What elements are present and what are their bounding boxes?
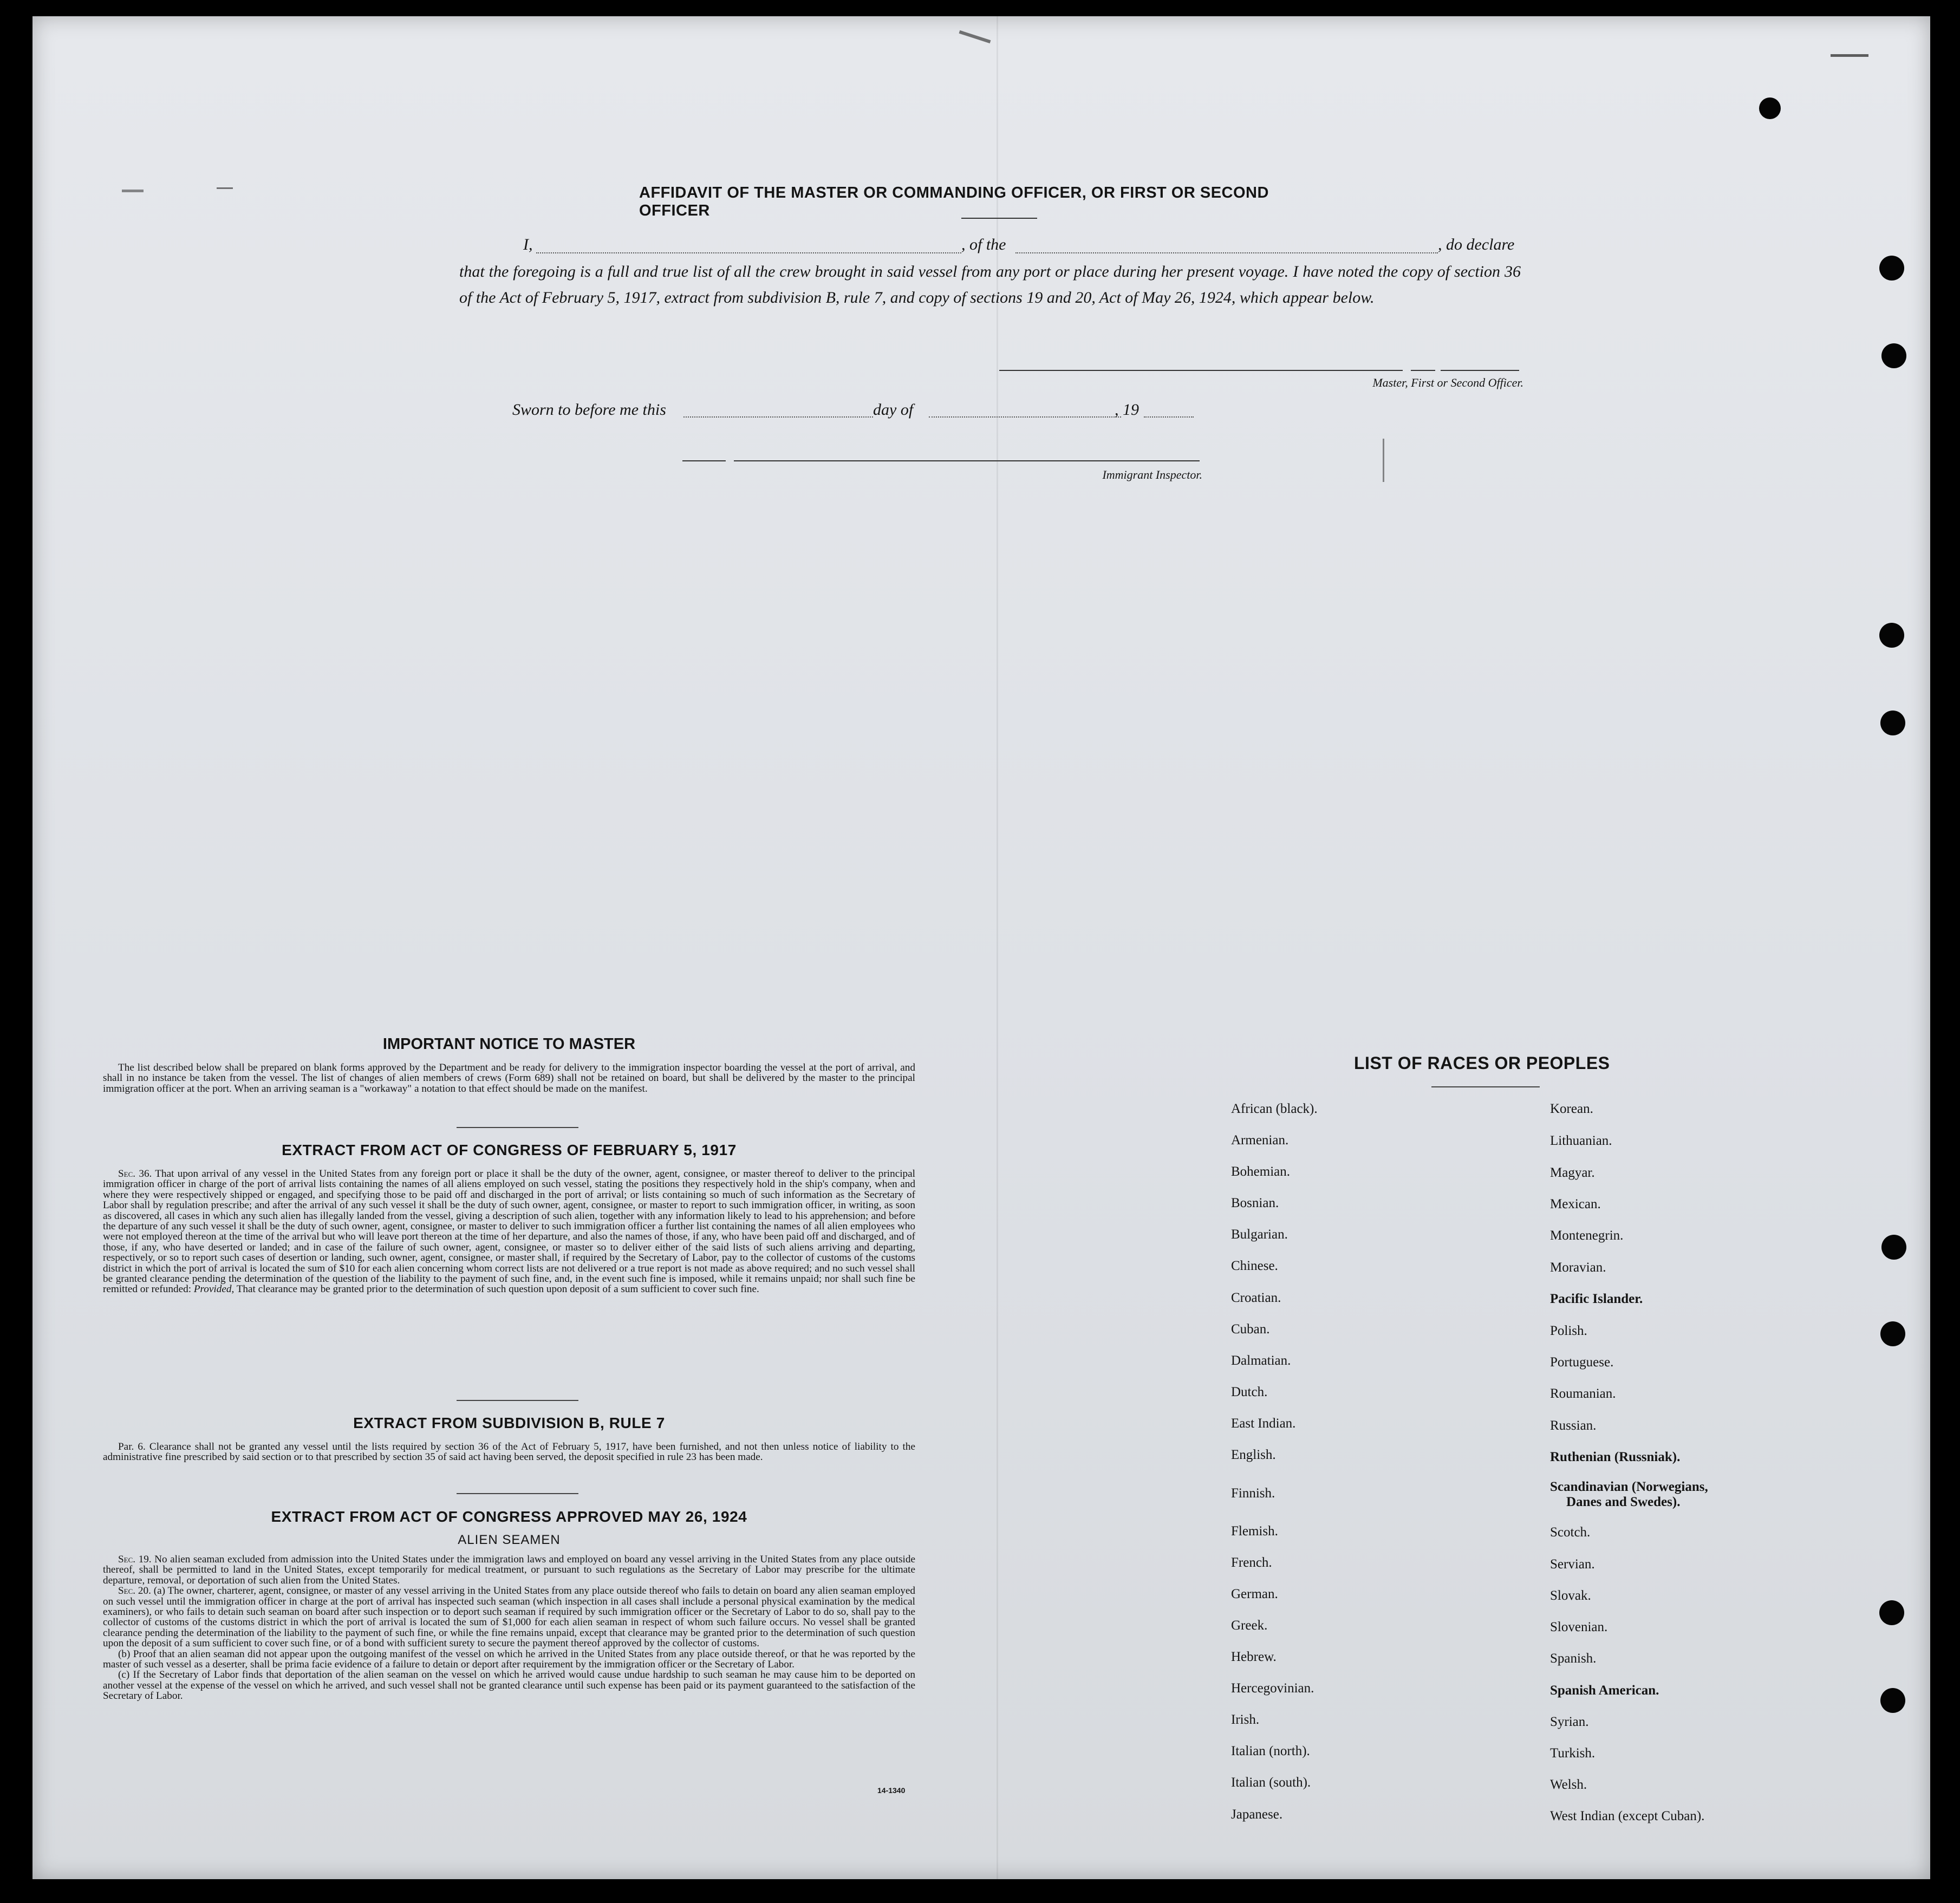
race-item: Greek.	[1231, 1618, 1268, 1633]
notice-paragraph: The list described below shall be prepared on blank forms approved by the Department and be ready for delivery to the immigration inspector boarding the vessel at the port of arrival, and shall in no instance be taken from the vessel. The list of changes of alien members of crews (Form 689) shall not be retained on board, but shall be delivered by the master to the principal immigration officer at the port. When an arriving seaman is a "workaway" a notation to that effect should be made on the manifest.	[103, 1062, 915, 1094]
master-signature-line-end	[1441, 370, 1519, 371]
sec-19-label: Sec. 19.	[118, 1554, 152, 1565]
race-item: Irish.	[1231, 1712, 1260, 1727]
title-underline	[961, 218, 1037, 219]
race-item: Syrian.	[1550, 1715, 1589, 1729]
race-item: Russian.	[1550, 1418, 1597, 1433]
race-item: French.	[1231, 1555, 1272, 1570]
race-item: Armenian.	[1231, 1133, 1289, 1148]
extract-rule7-text	[103, 1442, 915, 1463]
races-title-underline	[1431, 1086, 1540, 1087]
race-item: English.	[1231, 1448, 1276, 1462]
race-item: Roumanian.	[1550, 1386, 1616, 1401]
race-item: East Indian.	[1231, 1416, 1296, 1431]
ink-smudge	[217, 187, 233, 189]
race-item: Flemish.	[1231, 1524, 1278, 1539]
extract-1924-text	[103, 1554, 915, 1702]
extract-1924-title: EXTRACT FROM ACT OF CONGRESS APPROVED MAY 26, 1924	[271, 1508, 747, 1525]
race-item: Spanish American.	[1550, 1683, 1659, 1698]
race-item: Montenegrin.	[1550, 1228, 1624, 1243]
binder-hole	[1759, 97, 1781, 119]
ink-smudge	[1831, 54, 1868, 57]
race-item: Welsh.	[1550, 1777, 1587, 1792]
sec-36-text: That upon arrival of any vessel in the United States from any foreign port or place it shall be the duty of the owner, agent, consignee, or master thereof to deliver to the principal immigration officer in charge of the port of arrival lists containing the names of all aliens employed on such vessel, stating the positions they respectively hold in the ship's company, when and where they were respectively shipped or engaged, and specifying those to be paid off and discharged in the port of arrival; or lists containing so much of such information as the Secretary of Labor shall by regulation prescribe; and after the arrival of any such vessel it shall be the duty of such owner, agent, consignee, or master to report to such immigration officer, in writing, as soon as discovered, all cases in which any such alien has illegally landed from the vessel, giving a description of such alien, together with any information likely to lead to his apprehension; and before the departure of any such vessel it shall be the duty of such owner, agent, consignee, or master to deliver to such immigration officer a further list containing the names of all alien employees who were not employed thereon at the time of the arrival but who will leave port thereon at the time of her departure, and also the names of those, if any, who have been paid off and discharged, and of those, if any, who have deserted or landed; and in case of the failure of such owner, agent, consignee, or master so to deliver either of the said lists of such aliens arriving and departing, respectively, or so to report such cases of desertion or landing, such owner, agent, consignee, or master shall, if required by the Secretary of Labor, pay to the collector of customs of the customs district in which the port of arrival is located the sum of $10 for each alien concerning whom correct lists are not delivered or a true report is not made as above required; and no such vessel shall be granted clearance pending the determination of the question of the liability to the payment of such fine, and, in the event such fine is imposed, while it remains unpaid; nor shall such fine be remitted or refunded:	[103, 1168, 915, 1295]
race-item: Danes and Swedes).	[1566, 1495, 1681, 1509]
race-item: Moravian.	[1550, 1260, 1606, 1275]
race-item: Polish.	[1550, 1324, 1587, 1338]
extract-rule7-title: EXTRACT FROM SUBDIVISION B, RULE 7	[353, 1415, 665, 1431]
ink-smudge	[122, 190, 144, 192]
rule7-paragraph: Par. 6. Clearance shall not be granted any vessel until the lists required by section 36 of the Act of February 5, 1917, have been furnished, and not then unless notice of liability to the administrative fine prescribed by said section or to that prescribed by section 35 of said act having been served, the deposit specified in rule 23 has been made.	[103, 1441, 915, 1463]
race-item: Slovenian.	[1550, 1620, 1608, 1634]
binder-hole	[1880, 711, 1905, 735]
race-item: Japanese.	[1231, 1807, 1283, 1822]
binder-hole	[1881, 343, 1906, 368]
binder-hole	[1880, 1321, 1905, 1346]
inspector-signature-line[interactable]	[734, 460, 1200, 461]
race-item: Bosnian.	[1231, 1196, 1279, 1210]
affidavit-i-label: I,	[523, 236, 533, 253]
sec-20b-text: (b) Proof that an alien seaman did not appear upon the outgoing manifest of the vessel on which he arrived in the United States from any place outside thereof, or that he was reported by the master of such vessel as a deserter, shall be prima facie evidence of a failure to detain or deport after requirement by the immigration officer or the Secretary of Labor.	[103, 1648, 915, 1671]
binder-hole	[1879, 623, 1904, 648]
master-signature-label: Master, First or Second Officer.	[1372, 376, 1523, 389]
race-item: Magyar.	[1550, 1165, 1595, 1180]
section-divider	[457, 1127, 578, 1128]
name-field[interactable]	[536, 252, 961, 253]
sworn-label: Sworn to before me this	[512, 401, 666, 419]
sec-19-text: No alien seaman excluded from admission into the United States under the immigration laws and employed on board any vessel arriving in the United States from any place outside thereof, shall be permitted to land in the United States, except temporarily for medical treatment, or pursuant to such regulations as the Secretary of Labor may prescribe for the ultimate departure, removal, or deportation of such alien from the United States.	[103, 1554, 915, 1586]
race-item: African (black).	[1231, 1102, 1318, 1116]
master-signature-line-dash	[1411, 370, 1435, 371]
of-the-label: , of the	[961, 236, 1006, 253]
alien-seamen-subtitle: ALIEN SEAMEN	[458, 1533, 561, 1547]
form-number: 14-1340	[877, 1786, 906, 1795]
race-item: Bulgarian.	[1231, 1227, 1288, 1242]
sec-20-label: Sec. 20.	[118, 1585, 151, 1597]
inspector-signature-line-dash	[682, 460, 726, 461]
race-item: German.	[1231, 1587, 1278, 1601]
race-item: Pacific Islander.	[1550, 1292, 1643, 1306]
race-item: Dutch.	[1231, 1385, 1268, 1399]
race-item: Scandinavian (Norwegians,	[1550, 1480, 1708, 1494]
notice-text	[103, 1063, 915, 1094]
binder-hole	[1879, 256, 1904, 281]
sworn-month-field[interactable]	[929, 416, 1121, 418]
section-divider	[457, 1493, 578, 1494]
race-item: Korean.	[1550, 1102, 1593, 1116]
year-prefix-label: , 19	[1115, 401, 1139, 419]
section-divider	[457, 1400, 578, 1401]
race-item: Turkish.	[1550, 1746, 1596, 1761]
extract-1917-text	[103, 1169, 915, 1295]
race-item: Italian (south).	[1231, 1775, 1311, 1790]
sworn-day-field[interactable]	[683, 416, 873, 418]
sworn-year-field[interactable]	[1144, 416, 1194, 418]
race-item: Bohemian.	[1231, 1164, 1291, 1179]
sec-20a-text: (a) The owner, charterer, agent, consignee, or master of any vessel arriving in the United States from any place outside thereof who fails to detain on board any alien seaman employed on such vessel until the immigration officer in charge at the port of arrival has inspected such seaman (which inspection in all cases shall include a personal physical examination by the medical examiners), or who fails to detain such seaman on board after such inspection or to deport such seaman if required by such immigration officer or the Secretary of Labor to do so, shall pay to the collector of customs of the customs district in which the port of arrival is located the sum of $1,000 for each alien seaman in respect of whom such failure occurs. No vessel shall be granted clearance pending the determination of the liability to the payment of such fine, or while the fine remains unpaid, except that clearance may be granted prior to the determination of such question upon the deposit of a sum sufficient to cover such fine, or of a bond with sufficient surety to secure the payment thereof approved by the collector of customs.	[103, 1585, 916, 1650]
provided-text: That clearance may be granted prior to the determination of such question upon deposit of a sum sufficient to cover such fine.	[236, 1283, 759, 1295]
race-item: Hercegovinian.	[1231, 1681, 1314, 1696]
ink-mark	[1383, 439, 1384, 482]
master-signature-line[interactable]	[999, 370, 1403, 371]
binder-hole	[1880, 1688, 1905, 1713]
races-title: LIST OF RACES OR PEOPLES	[1354, 1053, 1610, 1073]
race-item: Portuguese.	[1550, 1355, 1614, 1370]
race-item: Hebrew.	[1231, 1650, 1277, 1664]
binder-hole	[1881, 1235, 1906, 1260]
provided-label: Provided,	[193, 1283, 235, 1295]
sec-20c-text: (c) If the Secretary of Labor finds that deportation of the alien seaman on the vessel on which he arrived would cause undue hardship to such seaman he may cause him to be deported on another vessel at the expense of the vessel on which he arrived, and such vessel shall not be granted clearance until such expense has been paid or its payment guaranteed to the satisfaction of the Secretary of Labor.	[103, 1669, 915, 1702]
day-of-label: day of	[873, 401, 914, 419]
sec-36-label: Sec. 36.	[118, 1168, 152, 1179]
race-item: Scotch.	[1550, 1525, 1591, 1540]
race-item: Servian.	[1550, 1557, 1595, 1572]
race-item: Ruthenian (Russniak).	[1550, 1450, 1681, 1464]
race-item: Slovak.	[1550, 1588, 1591, 1603]
binder-hole	[1879, 1600, 1904, 1625]
race-item: Finnish.	[1231, 1486, 1275, 1501]
extract-1917-title: EXTRACT FROM ACT OF CONGRESS OF FEBRUARY 5, 1917	[282, 1142, 737, 1158]
race-item: Spanish.	[1550, 1651, 1597, 1666]
do-declare-label: , do declare	[1438, 236, 1515, 253]
race-item: Mexican.	[1550, 1197, 1601, 1211]
race-item: Lithuanian.	[1550, 1133, 1612, 1148]
race-item: Cuban.	[1231, 1322, 1270, 1337]
race-item: Chinese.	[1231, 1259, 1278, 1273]
affidavit-declaration: that the foregoing is a full and true list of all the crew brought in said vessel from any port or place during her present voyage. I have noted the copy of section 36 of the Act of February 5, 1917, extract from subdivision B, rule 7, and copy of sections 19 and 20, Act of May 26, 1924, which appear below.	[459, 263, 1521, 307]
affidavit-title: AFFIDAVIT OF THE MASTER OR COMMANDING OFFICER, OR FIRST OR SECOND OFFICER	[639, 184, 1269, 219]
notice-title: IMPORTANT NOTICE TO MASTER	[382, 1035, 636, 1053]
inspector-label: Immigrant Inspector.	[1102, 468, 1202, 481]
vessel-field[interactable]	[1015, 252, 1438, 253]
race-item: Croatian.	[1231, 1291, 1281, 1305]
race-item: Dalmatian.	[1231, 1353, 1291, 1368]
race-item: Italian (north).	[1231, 1744, 1310, 1758]
race-item: West Indian (except Cuban).	[1550, 1809, 1705, 1823]
